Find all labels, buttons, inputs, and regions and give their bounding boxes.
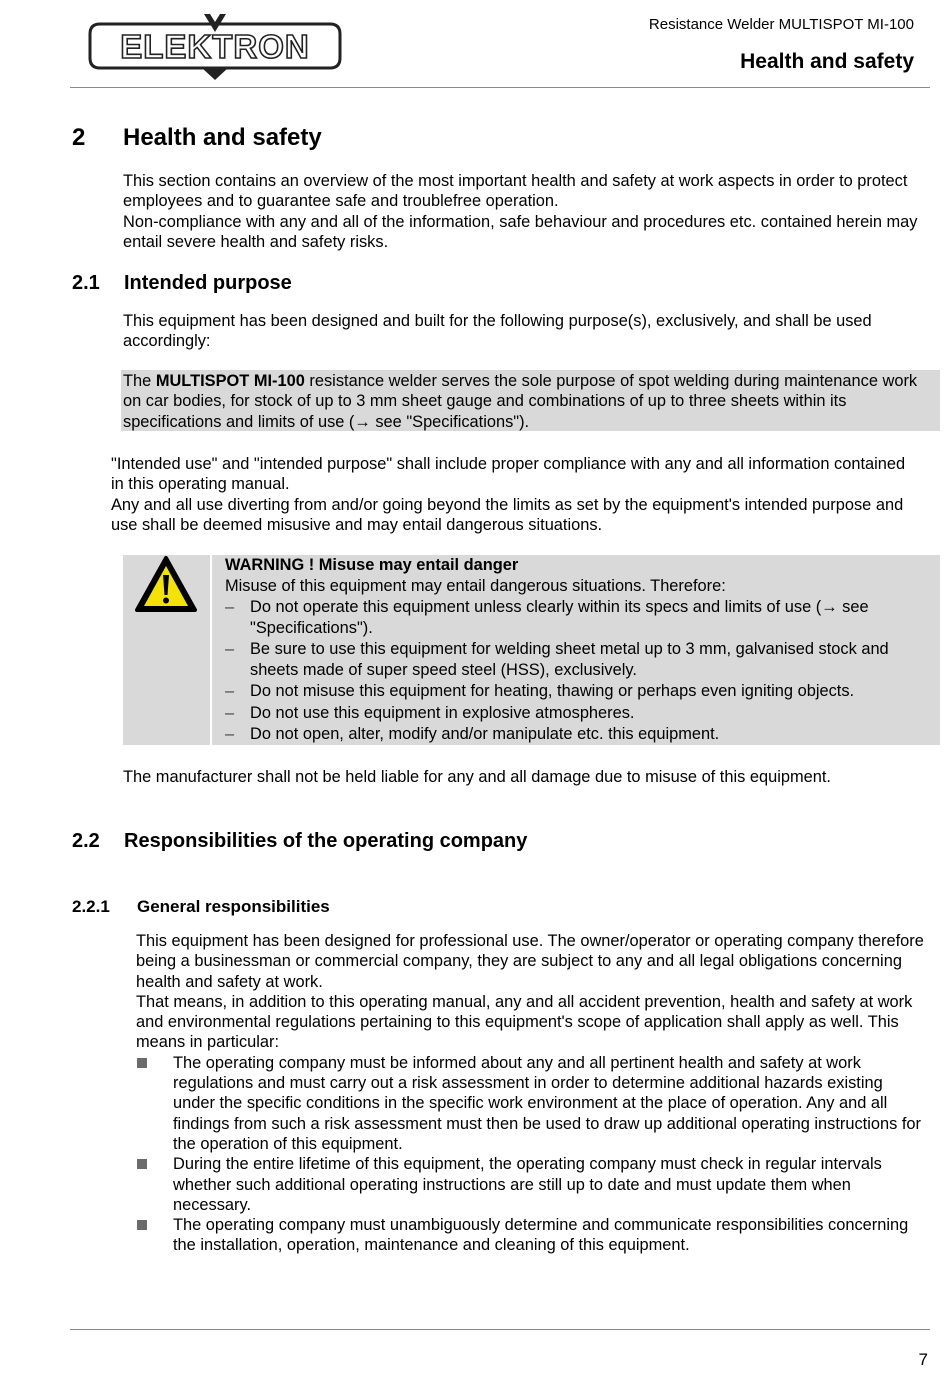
- page-number: 7: [918, 1350, 928, 1369]
- statement-body: resistance welder serves the sole purpose of spot welding during maintenance work on car bodies, for stock of up to 3 mm sheet gauge and combinations of up to three sheets within its specifications and limits of use (→ see "Specifications").: [123, 372, 918, 431]
- dash-icon: –: [225, 682, 235, 700]
- warning-lead: Misuse of this equipment may entail dangerous situations. Therefore:: [225, 576, 726, 595]
- square-bullet-icon: [137, 1159, 147, 1169]
- footer-divider: [70, 1329, 930, 1330]
- intended-purpose-box: [121, 370, 940, 431]
- square-bullet-icon: [137, 1058, 147, 1068]
- heading-number: 2: [72, 124, 86, 151]
- intro-paragraph-2: Non-compliance with any and all of the information, safe behaviour and procedures etc. contained herein may entail severe health and safety risks.: [123, 212, 918, 251]
- warning-item: [225, 597, 925, 638]
- dash-icon: –: [225, 725, 235, 743]
- header-divider: [70, 87, 930, 88]
- warning-item: [225, 639, 925, 680]
- list-item-text: The operating company must unambiguously determine and communicate responsibilities concerning the installation, operation, maintenance and cleaning of this equipment.: [173, 1216, 909, 1255]
- warning-item-text: Be sure to use this equipment for welding sheet metal up to 3 mm, galvanised stock and sheets made of super speed steel (HSS), exclusively.: [250, 640, 889, 679]
- heading-number: 2.2.1: [72, 897, 110, 916]
- list-item-text: During the entire lifetime of this equipment, the operating company must check in regular intervals whether such additional operating instructions are still up to date and must update them when necessary.: [173, 1155, 882, 1214]
- heading-number: 2.2: [72, 830, 100, 852]
- intended-use-notes: [111, 454, 911, 535]
- list-item-text: The operating company must be informed about any and all pertinent health and safety at work regulations and must carry out a risk assessment in order to determine additional hazards existing under the specific conditions in the specific work environment at the place of operation. Any and all findings from such a risk assessment must then be used to draw up additional operating instructions for the operation of this equipment.: [173, 1053, 921, 1153]
- dash-icon: –: [225, 598, 235, 616]
- warning-triangle-icon: [134, 555, 198, 615]
- svg-text:ELEKTRON: ELEKTRON: [120, 28, 310, 65]
- heading-title: Intended purpose: [124, 272, 292, 294]
- square-bullet-icon: [137, 1220, 147, 1230]
- list-item: [136, 1215, 926, 1256]
- product-name: MULTISPOT MI-100: [155, 372, 305, 390]
- warning-item-text: Do not open, alter, modify and/or manipulate etc. this equipment.: [250, 725, 720, 743]
- heading-number: 2.1: [72, 272, 100, 294]
- heading-title: Responsibilities of the operating company: [124, 830, 528, 852]
- warning-item: [225, 703, 925, 724]
- warning-list: [225, 597, 925, 745]
- warning-title: WARNING ! Misuse may entail danger: [225, 556, 519, 574]
- intended-purpose-intro: This equipment has been designed and built for the following purpose(s), exclusively, and shall be used accordingly:: [123, 312, 872, 351]
- dash-icon: –: [225, 703, 235, 722]
- list-item: [136, 1154, 926, 1215]
- intro-paragraph-1: This section contains an overview of the most important health and safety at work aspects in order to protect employees and to guarantee safe and troublefree operation.: [123, 172, 908, 211]
- header-section-title: Health and safety: [740, 50, 914, 73]
- warning-icon-cell: [123, 555, 212, 745]
- list-item: [136, 1053, 926, 1154]
- general-responsibilities-body: [136, 931, 926, 1256]
- liability-statement: The manufacturer shall not be held liable for any and all damage due to misuse of this equipment.: [123, 768, 831, 786]
- warning-item-text: Do not misuse this equipment for heating, thawing or perhaps even igniting objects.: [250, 682, 855, 700]
- elektron-logo: [86, 10, 344, 80]
- misuse-warning-box: [123, 555, 940, 745]
- warning-content: [225, 555, 925, 745]
- dash-icon: –: [225, 640, 235, 658]
- header-product-title: Resistance Welder MULTISPOT MI-100: [648, 16, 914, 33]
- warning-item: [225, 724, 925, 745]
- responsibilities-paragraph-1: This equipment has been designed for professional use. The owner/operator or operating company therefore being a businessman or commercial company, they are subject to any and all legal obligations concerning health and safety at work.: [136, 932, 924, 991]
- heading-title: Health and safety: [123, 124, 322, 151]
- intended-use-note-1: "Intended use" and "intended purpose" shall include proper compliance with any and all information contained in this operating manual.: [111, 455, 906, 494]
- warning-item-text: Do not use this equipment in explosive atmospheres.: [250, 703, 635, 722]
- intended-purpose-statement: [123, 371, 933, 432]
- heading-title: General responsibilities: [137, 897, 330, 916]
- statement-prefix: The: [123, 372, 156, 390]
- responsibilities-paragraph-2: That means, in addition to this operating manual, any and all accident prevention, health and safety at work and environmental regulations pertaining to this equipment's scope of application shall apply as well. This means in particular:: [136, 992, 913, 1052]
- warning-item-text: Do not operate this equipment unless clearly within its specs and limits of use (→ see "Specifications").: [250, 598, 869, 637]
- intended-use-note-2: Any and all use diverting from and/or going beyond the limits as set by the equipment's intended purpose and use shall be deemed misusive and may entail dangerous situations.: [111, 495, 904, 534]
- responsibilities-list: [136, 1053, 926, 1256]
- section-2-intro: [123, 171, 923, 252]
- warning-item: [225, 681, 925, 702]
